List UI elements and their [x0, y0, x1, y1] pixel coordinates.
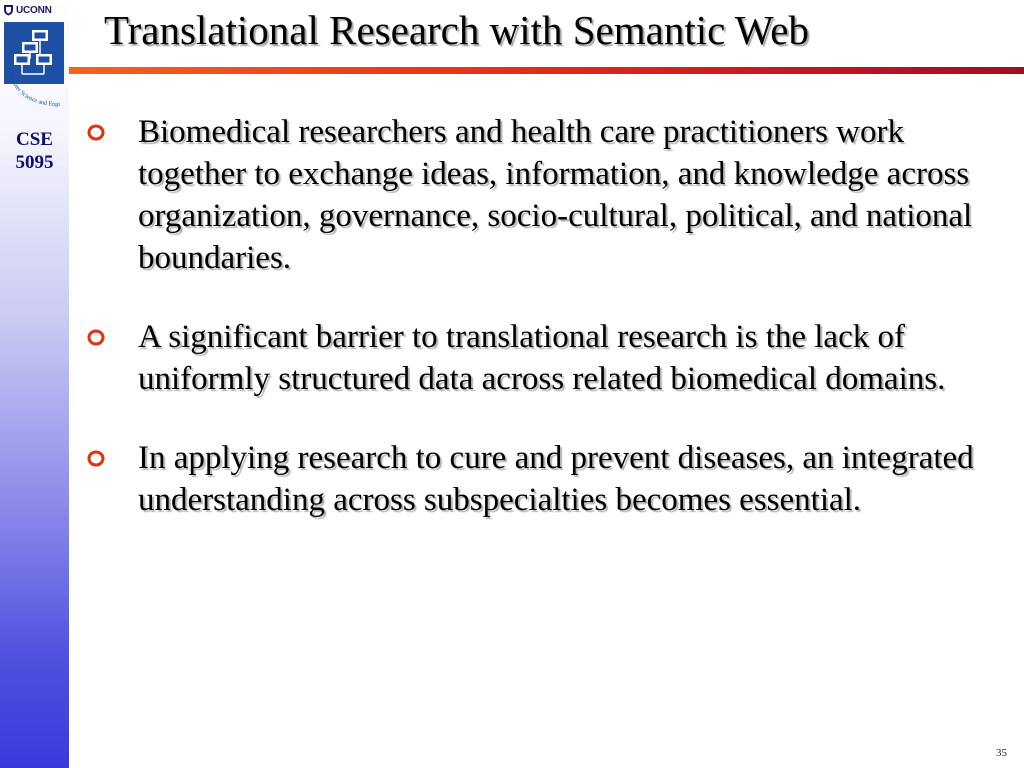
uconn-brand-text: UCONN — [16, 4, 52, 16]
bullet-text: In applying research to cure and prevent diseases, an integrated understanding across subspecialties becomes essential. — [138, 440, 974, 518]
course-code — [0, 128, 69, 174]
page-number: 35 — [996, 747, 1007, 759]
cse-network-logo-icon — [2, 18, 66, 112]
hollow-circle-bullet-icon — [86, 328, 108, 347]
bullet-list — [86, 111, 991, 558]
logo-caption: Computer Science and Engi — [6, 68, 61, 109]
hollow-circle-bullet-icon — [86, 123, 108, 142]
slide-title: Translational Research with Semantic Web — [104, 7, 809, 53]
bullet-text: Biomedical researchers and health care practitioners work together to exchange ideas, information, and knowledge across organization, governance, socio-cultural, political, and national boundaries. — [138, 114, 973, 276]
title-underline — [69, 67, 1024, 74]
course-code-line1: CSE — [16, 129, 53, 150]
hollow-circle-bullet-icon — [86, 449, 108, 468]
course-code-line2: 5095 — [15, 152, 54, 173]
uconn-brand — [3, 2, 52, 18]
bullet-item — [86, 316, 991, 400]
bullet-item — [86, 111, 991, 279]
sidebar — [0, 0, 69, 768]
bullet-item — [86, 437, 991, 521]
bullet-text: A significant barrier to translational research is the lack of uniformly structured data across related biomedical domains. — [138, 319, 946, 397]
uconn-seal-icon — [3, 4, 14, 16]
